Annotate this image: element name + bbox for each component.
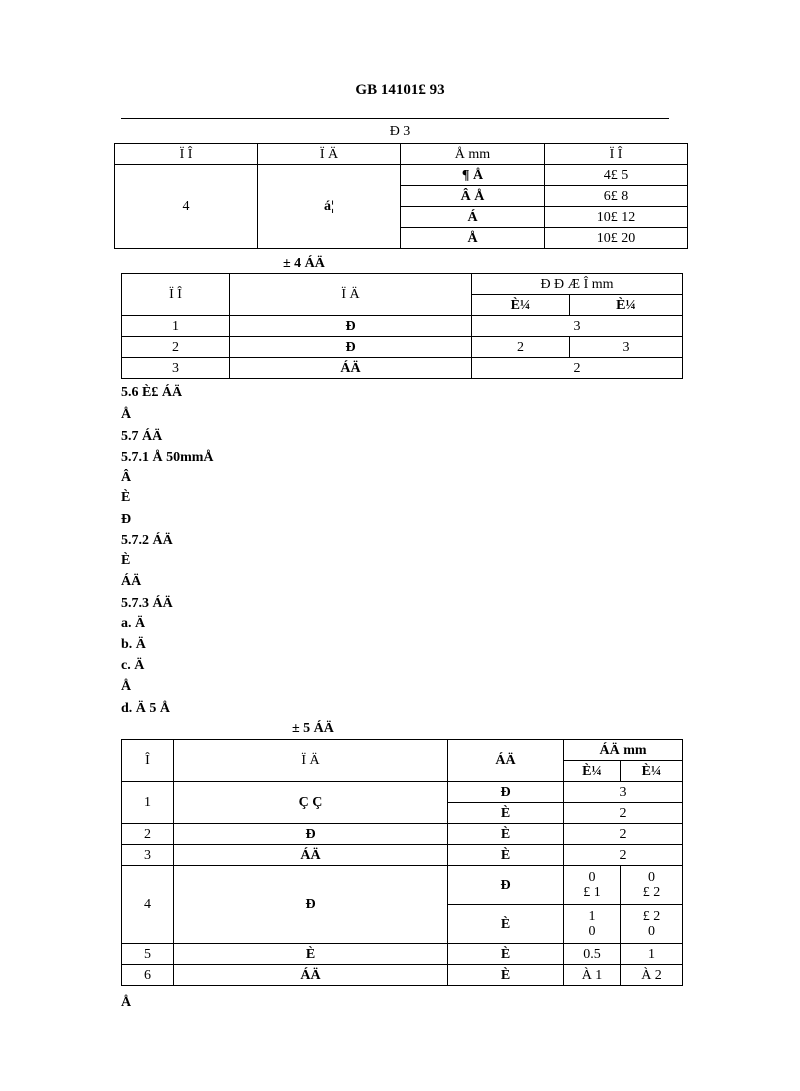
- table5-desc: È: [174, 944, 448, 965]
- table-row: [115, 165, 688, 186]
- body-line: 5.7 ÁÄ: [121, 429, 163, 444]
- table5-value: 0 £ 2: [621, 866, 683, 905]
- table4-desc: ÁÄ: [230, 358, 472, 379]
- body-line: Ð: [121, 512, 132, 527]
- table4-subheader: È¼: [472, 295, 570, 316]
- table5-kind: È: [448, 845, 564, 866]
- table3: [114, 143, 688, 249]
- table-row: [122, 740, 683, 761]
- body-line: È: [121, 553, 131, 568]
- table3-cell: 4£ 5: [545, 165, 688, 186]
- table5-value: 1: [621, 944, 683, 965]
- table3-cell: Å: [401, 228, 545, 249]
- table4-header: Ð Ð Æ Î mm: [472, 274, 683, 295]
- table5-value: 2: [564, 824, 683, 845]
- table3-header: Ï Î: [545, 144, 688, 165]
- table5-num: 1: [122, 782, 174, 824]
- table5-value: À 1: [564, 965, 621, 986]
- table4-header: Ï Î: [122, 274, 230, 316]
- table5-desc: ÁÄ: [174, 845, 448, 866]
- table5-value: 2: [564, 845, 683, 866]
- table5-value: 0.5: [564, 944, 621, 965]
- body-line: 5.6 È£ ÁÄ: [121, 385, 183, 400]
- table-row: [122, 824, 683, 845]
- table5-desc: ÁÄ: [174, 965, 448, 986]
- table4-desc: Ð: [230, 337, 472, 358]
- body-line: b. Ä: [121, 637, 146, 652]
- table5-kind: Ð: [448, 782, 564, 803]
- table3-cell: Á: [401, 207, 545, 228]
- table5-value: £ 2 0: [621, 905, 683, 944]
- body-line: 5.7.2 ÁÄ: [121, 533, 173, 548]
- table5-num: 3: [122, 845, 174, 866]
- table4-num: 3: [122, 358, 230, 379]
- table3-cell: 6£ 8: [545, 186, 688, 207]
- body-line: Å: [121, 407, 132, 422]
- table5-value: À 2: [621, 965, 683, 986]
- table-row: [122, 965, 683, 986]
- footer-mark: Å: [121, 995, 132, 1010]
- table5-kind: È: [448, 944, 564, 965]
- table5-subheader: È¼: [621, 761, 683, 782]
- table5-header: Ï Ä: [174, 740, 448, 782]
- table5-num: 4: [122, 866, 174, 944]
- table4-value: 2: [472, 358, 683, 379]
- body-line: a. Ä: [121, 616, 146, 631]
- table3-cell: 10£ 12: [545, 207, 688, 228]
- body-line: d. Ä 5 Å: [121, 701, 171, 716]
- table5-desc: Ç Ç: [174, 782, 448, 824]
- table-row: [122, 866, 683, 905]
- table5-kind: È: [448, 905, 564, 944]
- table5-caption: ± 5 ÁÄ: [292, 721, 334, 736]
- table5-kind: È: [448, 824, 564, 845]
- table5-value: 2: [564, 803, 683, 824]
- table3-header: Å mm: [401, 144, 545, 165]
- body-line: c. Ä: [121, 658, 145, 673]
- table-row: [122, 274, 683, 295]
- table4-value: 3: [472, 316, 683, 337]
- table5-num: 5: [122, 944, 174, 965]
- table5-header: Î: [122, 740, 174, 782]
- table5-subheader: È¼: [564, 761, 621, 782]
- table5-value: 0 £ 1: [564, 866, 621, 905]
- table4-num: 1: [122, 316, 230, 337]
- table4-desc: Ð: [230, 316, 472, 337]
- header-rule: [121, 118, 669, 119]
- table3-header: Ï Î: [115, 144, 258, 165]
- table4-caption: ± 4 ÁÄ: [283, 256, 325, 271]
- table5-kind: È: [448, 803, 564, 824]
- table5-desc: Ð: [174, 866, 448, 944]
- table5-num: 2: [122, 824, 174, 845]
- table-row: [122, 782, 683, 803]
- table5-desc: Ð: [174, 824, 448, 845]
- table4-num: 2: [122, 337, 230, 358]
- table4: [121, 273, 683, 379]
- table4-value: 3: [570, 337, 683, 358]
- table3-desc: á¦: [258, 165, 401, 249]
- doc-header: GB 14101£ 93: [355, 82, 445, 98]
- body-line: ÁÄ: [121, 574, 142, 589]
- table-row: [122, 845, 683, 866]
- table4-header: Ï Ä: [230, 274, 472, 316]
- body-line: Å: [121, 679, 132, 694]
- table4-value: 2: [472, 337, 570, 358]
- table5-kind: Ð: [448, 866, 564, 905]
- table5-kind: È: [448, 965, 564, 986]
- table-row: [122, 358, 683, 379]
- table5: [121, 739, 683, 986]
- table5-header: ÁÄ: [448, 740, 564, 782]
- table5-header: ÁÄ mm: [564, 740, 683, 761]
- table5-value: 3: [564, 782, 683, 803]
- body-line: Â: [121, 470, 132, 485]
- table5-value: 1 0: [564, 905, 621, 944]
- table-row: [122, 316, 683, 337]
- table-row: [122, 337, 683, 358]
- body-line: 5.7.3 ÁÄ: [121, 596, 173, 611]
- table3-cell: ¶ Å: [401, 165, 545, 186]
- table3-group: 4: [115, 165, 258, 249]
- table3-header: Ï Ä: [258, 144, 401, 165]
- table-row: [115, 144, 688, 165]
- table3-cell: Â Å: [401, 186, 545, 207]
- body-line: È: [121, 490, 131, 505]
- table3-caption: Ð 3: [389, 124, 411, 139]
- table-row: [122, 944, 683, 965]
- table3-cell: 10£ 20: [545, 228, 688, 249]
- table5-num: 6: [122, 965, 174, 986]
- table4-subheader: È¼: [570, 295, 683, 316]
- body-line: 5.7.1 Å 50mmÅ: [121, 450, 214, 465]
